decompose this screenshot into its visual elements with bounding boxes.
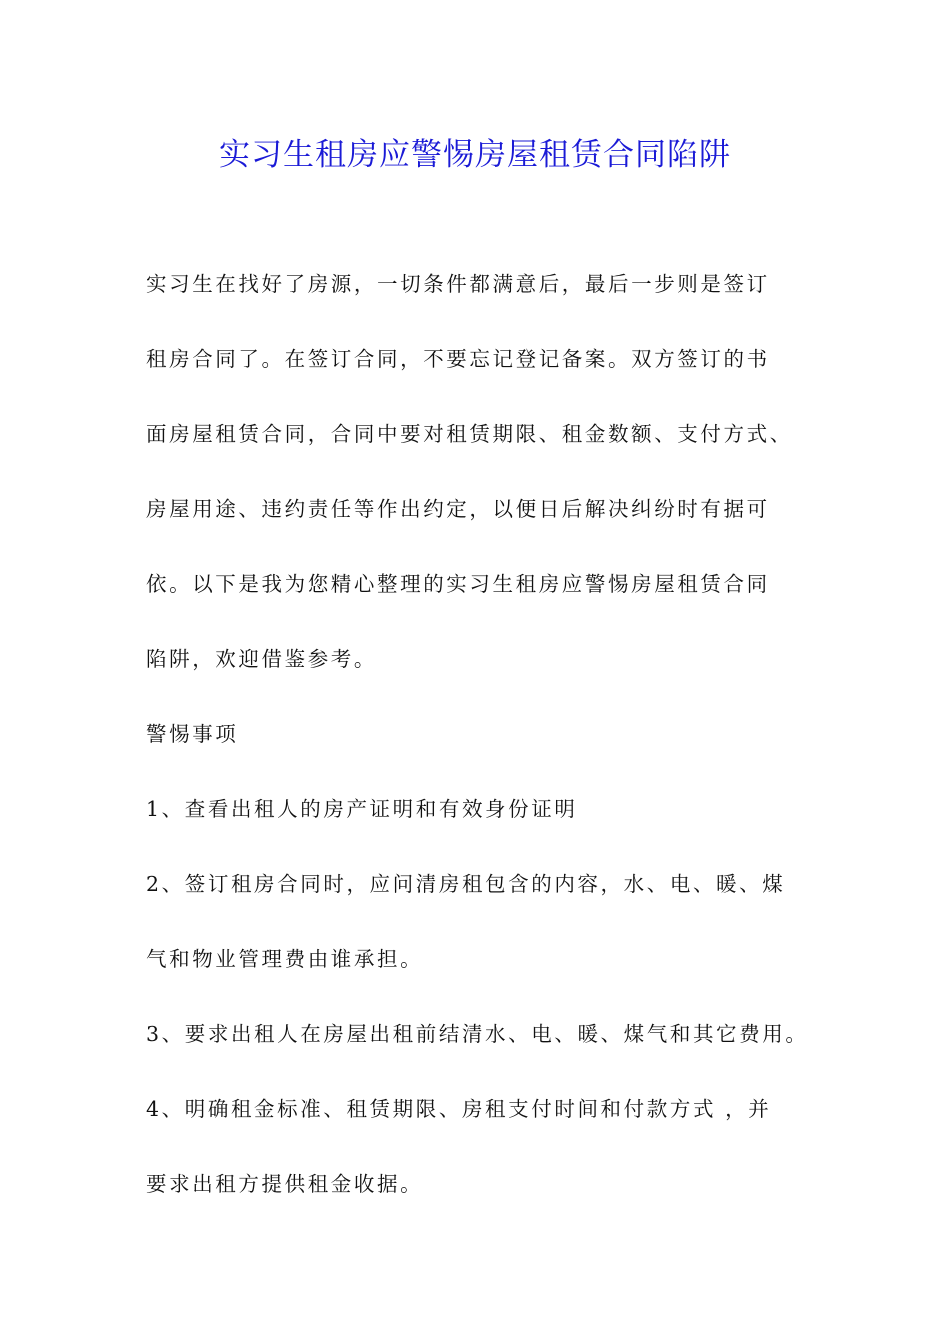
intro-paragraph-line-2: 租房合同了。在签订合同，不要忘记登记备案。双方签订的书 xyxy=(146,347,770,371)
list-item-3: 3、要求出租人在房屋出租前结清水、电、暖、煤气和其它费用。 xyxy=(146,1022,809,1046)
document-title: 实习生租房应警惕房屋租赁合同陷阱 xyxy=(219,137,731,173)
intro-paragraph-line-4: 房屋用途、违约责任等作出约定，以便日后解决纠纷时有据可 xyxy=(146,497,770,521)
list-item-1: 1、查看出租人的房产证明和有效身份证明 xyxy=(146,797,578,821)
list-item-4-line-2: 要求出租方提供租金收据。 xyxy=(146,1172,424,1196)
list-item-2-line-2: 气和物业管理费由谁承担。 xyxy=(146,947,424,971)
intro-paragraph-line-1: 实习生在找好了房源，一切条件都满意后，最后一步则是签订 xyxy=(146,272,770,296)
list-item-2-line-1: 2、签订租房合同时，应问清房租包含的内容，水、电、暖、煤 xyxy=(146,872,786,896)
intro-paragraph-line-3: 面房屋租赁合同，合同中要对租赁期限、租金数额、支付方式、 xyxy=(146,422,793,446)
section-heading: 警惕事项 xyxy=(146,722,239,746)
intro-paragraph-line-6: 陷阱，欢迎借鉴参考。 xyxy=(146,647,377,671)
list-item-4-line-1: 4、明确租金标准、租赁期限、房租支付时间和付款方式 ，并 xyxy=(146,1097,772,1121)
intro-paragraph-line-5: 依。以下是我为您精心整理的实习生租房应警惕房屋租赁合同 xyxy=(146,572,770,596)
